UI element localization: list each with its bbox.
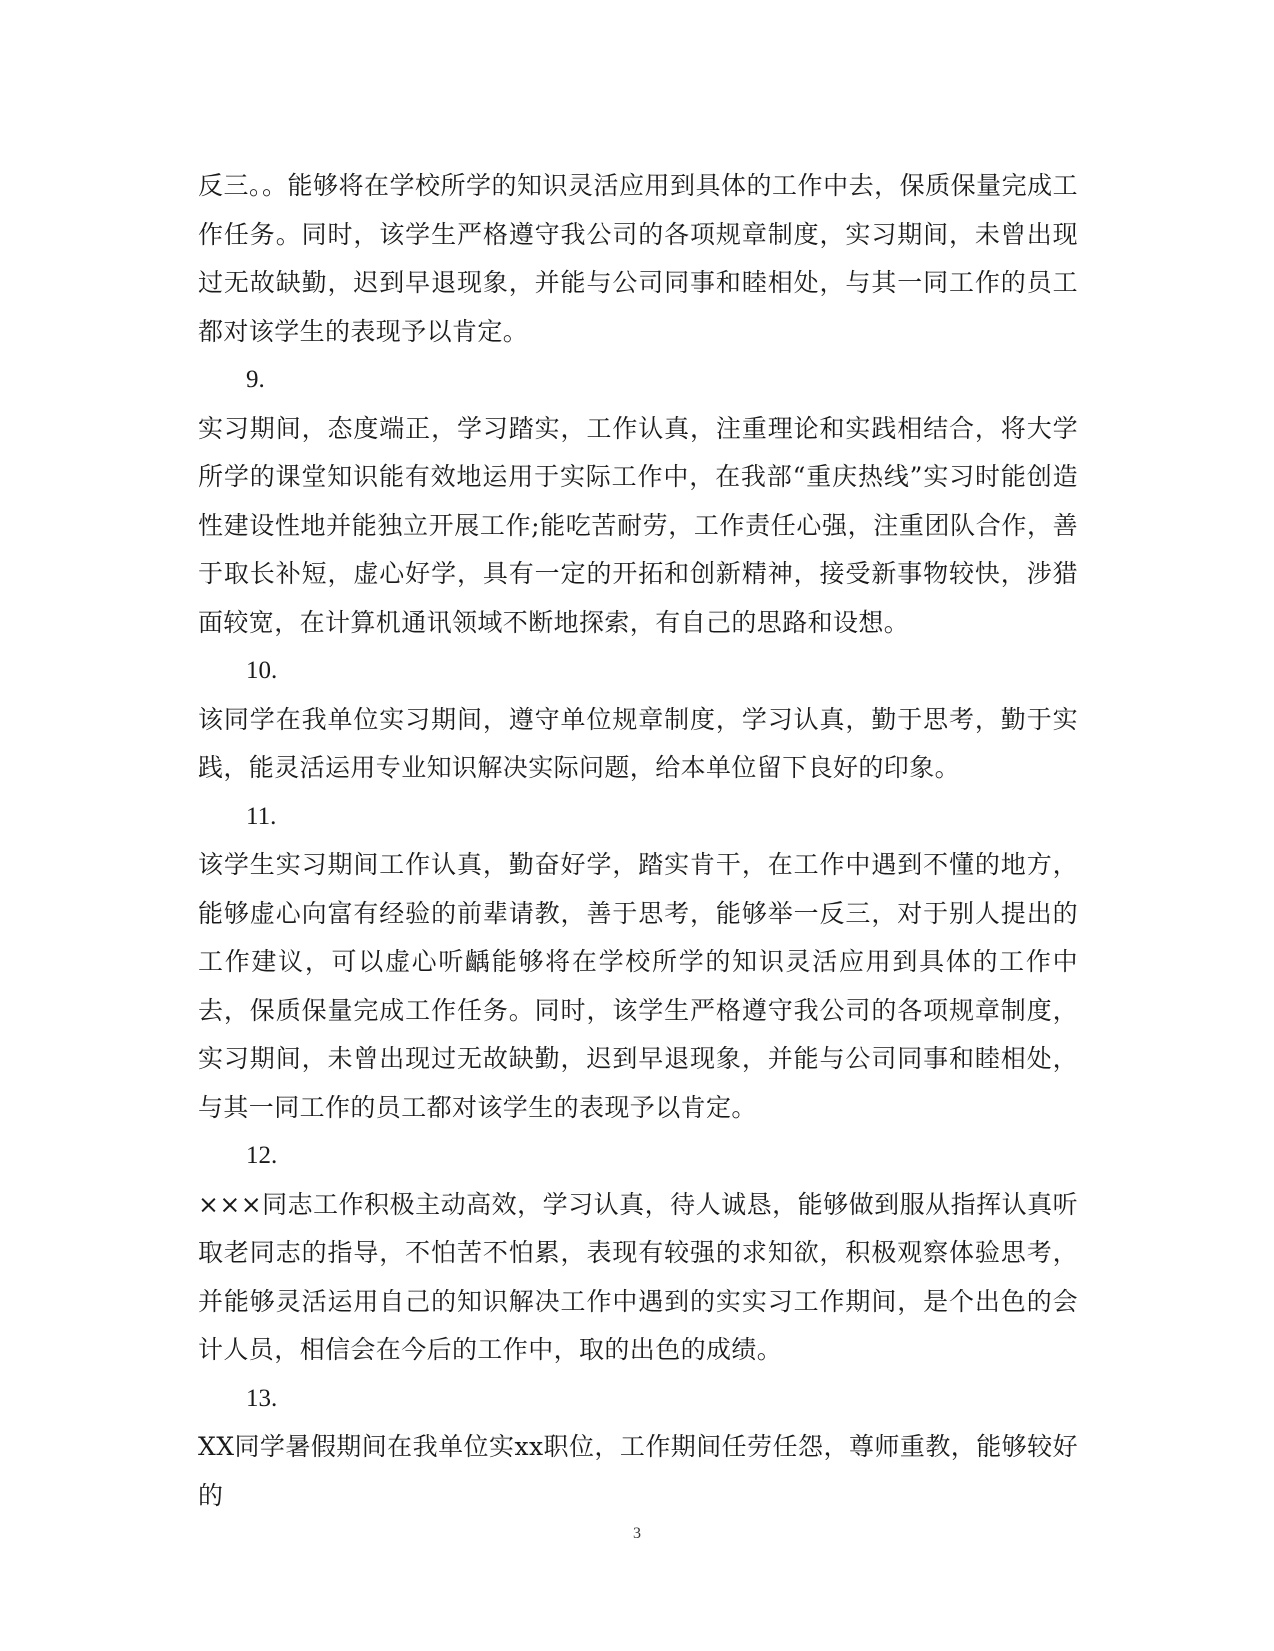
page-number: 3 [633, 1525, 641, 1542]
paragraph-10: 该同学在我单位实习期间，遵守单位规章制度，学习认真，勤于思考，勤于实践，能灵活运用专业知识解决实际问题，给本单位留下良好的印象。 [198, 704, 1078, 782]
item-number-13: 13. [246, 1384, 278, 1412]
item-number-11: 11. [246, 802, 277, 830]
paragraph-12: ×××同志工作积极主动高效，学习认真，待人诚恳，能够做到服从指挥认真听取老同志的指导，不怕苦不怕累，表现有较强的求知欲，积极观察体验思考，并能够灵活运用自己的知识解决工作中遇到的实实习工作期间，是个出色的会计人员，相信会在今后的工作中，取的出色的成绩。 [198, 1189, 1078, 1364]
paragraph-continued: 反三。。能够将在学校所学的知识灵活应用到具体的工作中去，保质保量完成工作任务。同时，该学生严格遵守我公司的各项规章制度，实习期间，未曾出现过无故缺勤，迟到早退现象，并能与公司同事和睦相处，与其一同工作的员工都对该学生的表现予以肯定。 [198, 171, 1078, 346]
paragraph-9: 实习期间，态度端正，学习踏实，工作认真，注重理论和实践相结合，将大学所学的课堂知识能有效地运用于实际工作中，在我部“重庆热线”实习时能创造性建设性地并能独立开展工作;能吃苦耐劳，工作责任心强，注重团队合作，善于取长补短，虚心好学，具有一定的开拓和创新精神，接受新事物较快，涉猎面较宽，在计算机通讯领域不断地探索，有自己的思路和设想。 [198, 413, 1078, 637]
item-number-12: 12. [246, 1142, 278, 1169]
document-body [198, 162, 1078, 1520]
item-number-9: 9. [246, 366, 265, 393]
paragraph-13: XX同学暑假期间在我单位实xx职位，工作期间任劳任怨，尊师重教，能够较好的 [198, 1432, 1078, 1510]
paragraph-11: 该学生实习期间工作认真，勤奋好学，踏实肯干，在工作中遇到不懂的地方，能够虚心向富有经验的前辈请教，善于思考，能够举一反三，对于别人提出的工作建议，可以虚心听齲能够将在学校所学的知识灵活应用到具体的工作中去，保质保量完成工作任务。同时，该学生严格遵守我公司的各项规章制度，实习期间，未曾出现过无故缺勤，迟到早退现象，并能与公司同事和睦相处，与其一同工作的员工都对该学生的表现予以肯定。 [198, 850, 1078, 1122]
item-number-10: 10. [246, 657, 278, 684]
